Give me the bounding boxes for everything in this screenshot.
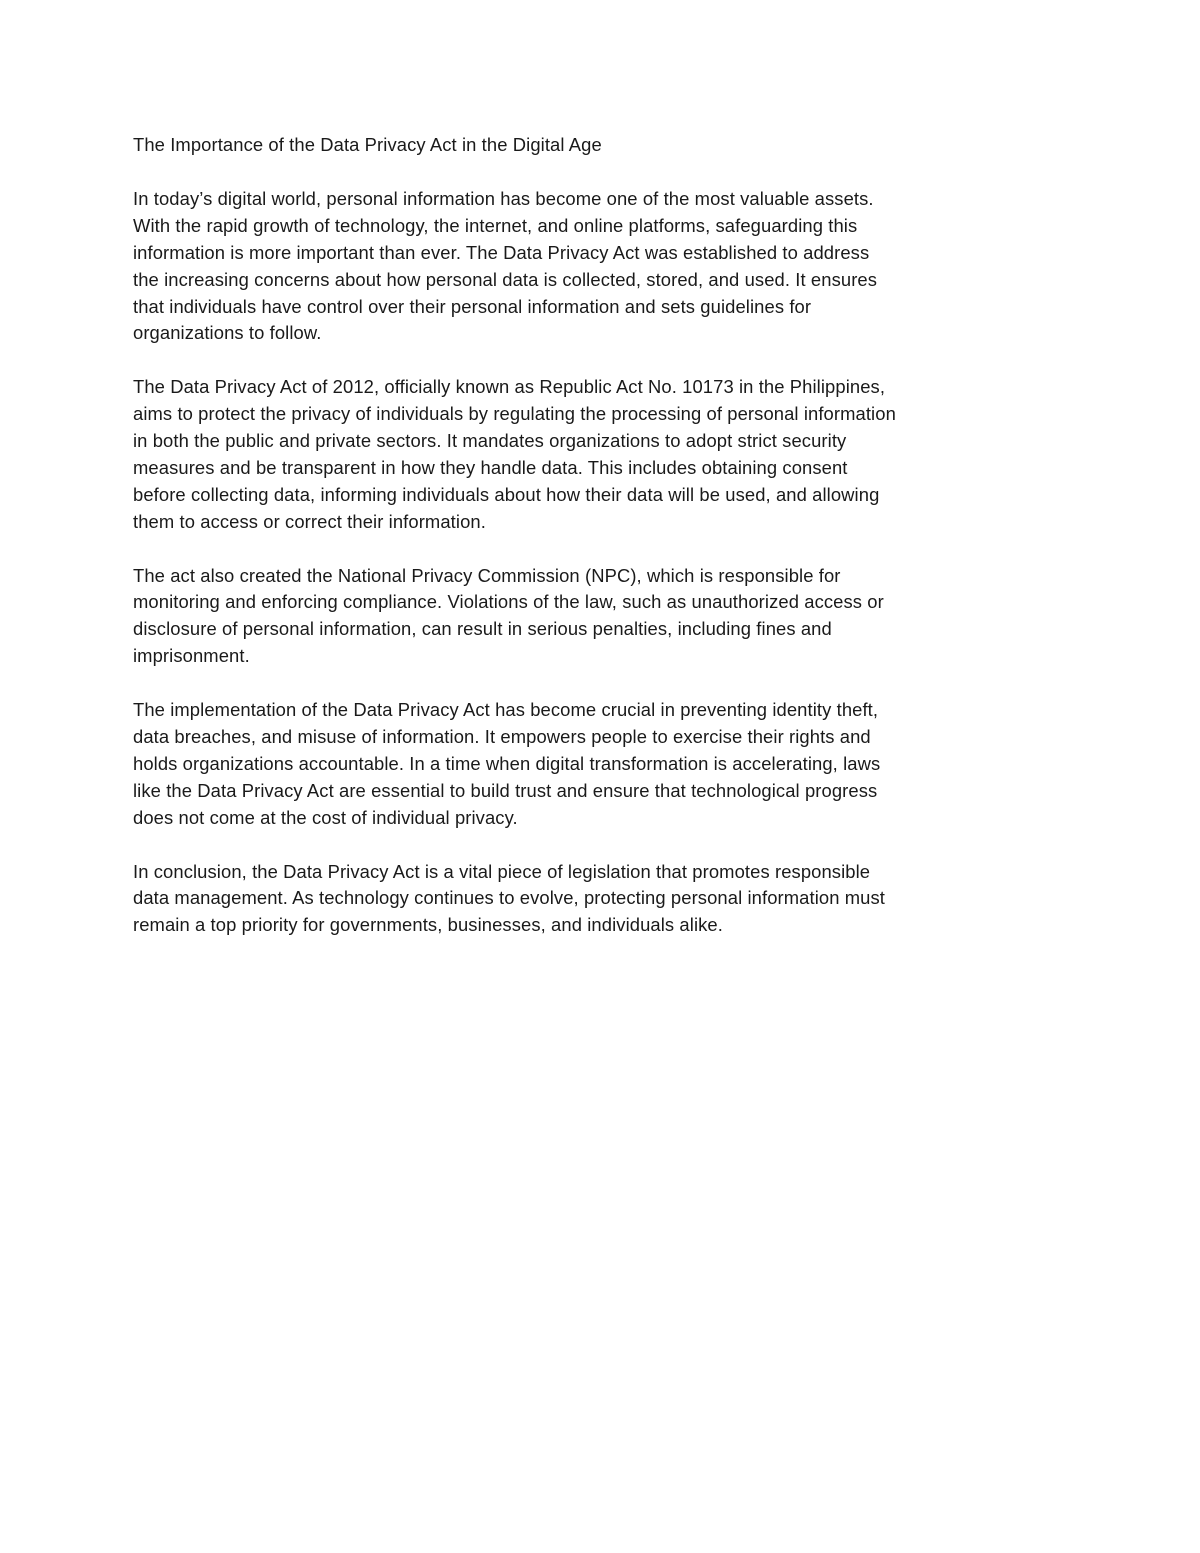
paragraph-line: With the rapid growth of technology, the internet, and online platforms, safeguarding this <box>133 214 858 236</box>
paragraph-2 <box>133 374 993 535</box>
paragraph-line: them to access or correct their information. <box>133 510 486 532</box>
paragraph-line: like the Data Privacy Act are essential to build trust and ensure that technological progress <box>133 779 878 801</box>
paragraph-line: that individuals have control over their personal information and sets guidelines for <box>133 295 812 317</box>
document-title: The Importance of the Data Privacy Act in the Digital Age <box>133 134 602 155</box>
paragraph-line: remain a top priority for governments, businesses, and individuals alike. <box>133 914 723 936</box>
paragraph-line: In conclusion, the Data Privacy Act is a vital piece of legislation that promotes responsible <box>133 860 871 882</box>
paragraph-line: The act also created the National Privacy Commission (NPC), which is responsible for <box>133 564 841 586</box>
paragraph-line: In today’s digital world, personal information has become one of the most valuable assets. <box>133 187 874 209</box>
paragraph-line: The implementation of the Data Privacy Act has become crucial in preventing identity theft, <box>133 699 879 721</box>
paragraph-1 <box>133 186 993 347</box>
paragraph-line: before collecting data, informing individuals about how their data will be used, and allowing <box>133 483 880 505</box>
paragraph-line: data breaches, and misuse of information. It empowers people to exercise their rights and <box>133 725 871 747</box>
paragraph-5 <box>133 859 993 940</box>
paragraph-line: The Data Privacy Act of 2012, officially known as Republic Act No. 10173 in the Philippines, <box>133 376 886 398</box>
paragraph-line: data management. As technology continues to evolve, protecting personal information must <box>133 887 886 909</box>
paragraph-line: the increasing concerns about how personal data is collected, stored, and used. It ensures <box>133 268 878 290</box>
paragraph-line: in both the public and private sectors. It mandates organizations to adopt strict security <box>133 430 847 452</box>
paragraph-line: measures and be transparent in how they handle data. This includes obtaining consent <box>133 456 848 478</box>
paragraph-line: does not come at the cost of individual privacy. <box>133 806 518 828</box>
paragraph-line: organizations to follow. <box>133 322 322 344</box>
paragraph-line: information is more important than ever. The Data Privacy Act was established to address <box>133 241 870 263</box>
document-body <box>133 132 993 966</box>
paragraph-4 <box>133 697 993 832</box>
paragraph-line: holds organizations accountable. In a time when digital transformation is accelerating, laws <box>133 752 881 774</box>
paragraph-line: monitoring and enforcing compliance. Violations of the law, such as unauthorized access or <box>133 591 884 613</box>
paragraph-line: imprisonment. <box>133 645 250 667</box>
paragraph-line: aims to protect the privacy of individuals by regulating the processing of personal information <box>133 403 896 425</box>
paragraph-line: disclosure of personal information, can result in serious penalties, including fines and <box>133 618 832 640</box>
paragraph-3 <box>133 563 993 671</box>
